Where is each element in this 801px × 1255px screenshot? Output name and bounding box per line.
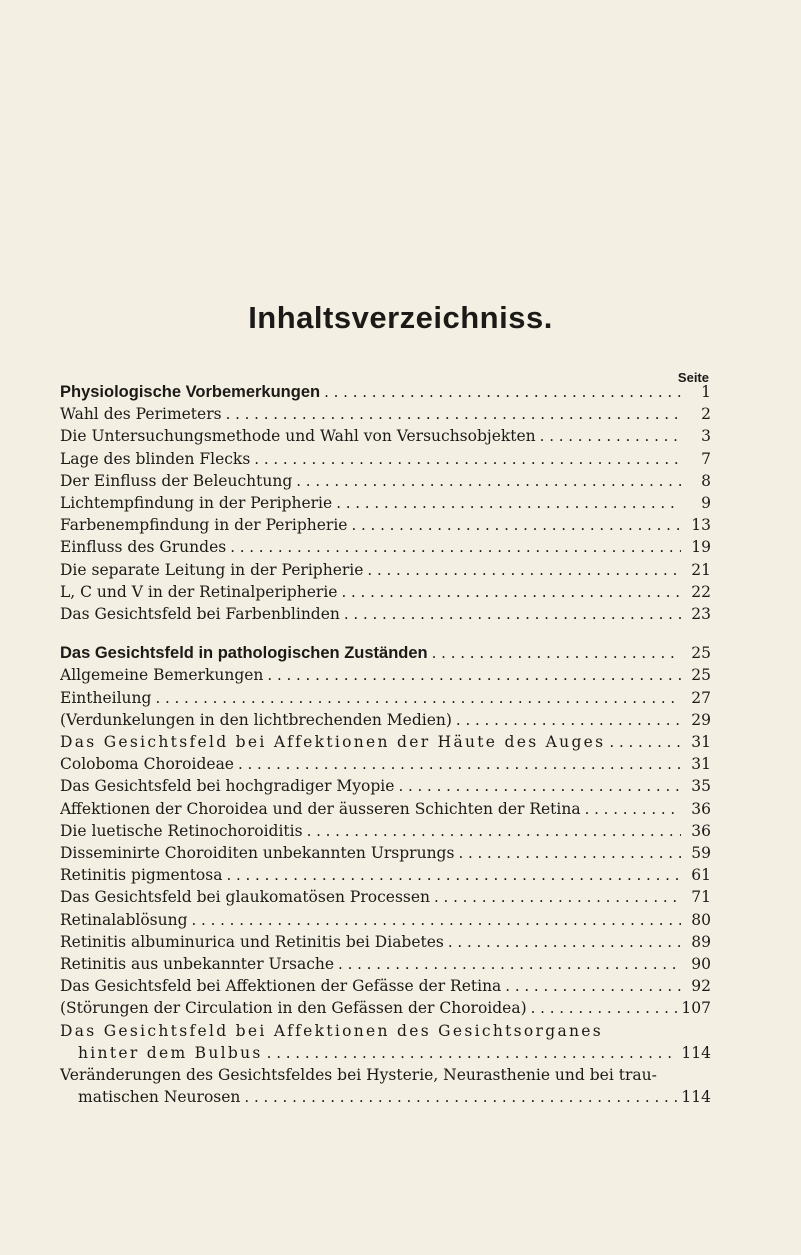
dot-leader [448, 931, 681, 953]
entry-label: Das Gesichtsfeld bei hochgradiger Myopie [60, 777, 395, 796]
entry-page: 114 [681, 1043, 711, 1062]
entry-page: 3 [701, 427, 711, 446]
entry-label: Lage des blinden Flecks [60, 449, 251, 468]
entry-page: 13 [691, 516, 711, 535]
toc-entry [60, 798, 711, 820]
entry-page: 21 [691, 560, 711, 579]
toc-entry [60, 909, 711, 931]
dot-leader [351, 514, 681, 536]
entry-page: 27 [691, 688, 711, 707]
entry-page: 36 [691, 799, 711, 818]
dot-leader [254, 448, 681, 470]
toc-entry [60, 820, 711, 842]
dot-leader [531, 997, 678, 1019]
toc-entry [60, 492, 711, 514]
entry-page: 7 [701, 449, 711, 468]
entry-label: Retinalablösung [60, 910, 188, 929]
toc-entry [60, 886, 711, 908]
entry-page: 29 [691, 710, 711, 729]
entry-label: Disseminirte Choroiditen unbekannten Ursprungs [60, 844, 455, 863]
toc-entry [60, 753, 711, 775]
entry-page: 31 [691, 755, 711, 774]
toc-entry [60, 603, 711, 625]
entry-label: Das Gesichtsfeld bei Affektionen des Gesichtsorganes [60, 1021, 604, 1040]
entry-label: Farbenempfindung in der Peripherie [60, 516, 348, 535]
toc-entry [60, 536, 711, 558]
toc-entry [60, 581, 711, 603]
toc-entry [60, 953, 711, 975]
entry-label: Das Gesichtsfeld bei Affektionen der Gefässe der Retina [60, 977, 502, 996]
toc-entry [60, 775, 711, 797]
toc-entry [60, 842, 711, 864]
toc-entry-multiline-last [60, 1042, 711, 1064]
entry-page: 89 [691, 932, 711, 951]
dot-leader [432, 642, 681, 664]
entry-page: 61 [691, 866, 711, 885]
page-column-header: Seite [677, 370, 709, 385]
entry-label: Retinitis albuminurica und Retinitis bei Diabetes [60, 932, 444, 951]
entry-page: 19 [691, 538, 711, 557]
entry-label: Das Gesichtsfeld bei glaukomatösen Processen [60, 888, 431, 907]
entry-page: 9 [701, 494, 711, 513]
entry-label: (Störungen der Circulation in den Gefässen der Choroidea) [60, 999, 527, 1018]
dot-leader [609, 731, 681, 753]
dot-leader [267, 1042, 678, 1064]
dot-leader [296, 470, 681, 492]
toc-entry [60, 709, 711, 731]
dot-leader [324, 381, 681, 403]
entry-page: 31 [691, 733, 711, 752]
dot-leader [458, 842, 681, 864]
toc-entry [60, 931, 711, 953]
toc-entry-multiline-first [60, 1064, 711, 1086]
dot-leader [307, 820, 681, 842]
entry-page: 59 [691, 844, 711, 863]
toc-entry-multiline-last [60, 1086, 711, 1108]
toc-entry [60, 664, 711, 686]
entry-page: 92 [691, 977, 711, 996]
entry-page: 25 [691, 666, 711, 685]
dot-leader [456, 709, 681, 731]
entry-label: Retinitis pigmentosa [60, 866, 223, 885]
dot-leader [585, 798, 681, 820]
toc-entry [60, 559, 711, 581]
toc-entry-multiline-first [60, 1020, 711, 1042]
dot-leader [192, 909, 681, 931]
entry-page: 22 [691, 582, 711, 601]
dot-leader [434, 886, 681, 908]
toc-entry [60, 731, 711, 753]
dot-leader [505, 975, 681, 997]
table-of-contents [60, 381, 711, 1109]
toc-entry [60, 403, 711, 425]
page-title: Inhaltsverzeichniss. [248, 300, 553, 335]
entry-page: 71 [691, 888, 711, 907]
entry-page: 114 [681, 1088, 711, 1107]
entry-label: Eintheilung [60, 688, 152, 707]
toc-entry [60, 975, 711, 997]
dot-leader [238, 753, 681, 775]
toc-entry [60, 514, 711, 536]
entry-label: L, C und V in der Retinalperipherie [60, 582, 338, 601]
entry-page: 90 [691, 955, 711, 974]
dot-leader [267, 664, 681, 686]
entry-page: 80 [691, 910, 711, 929]
entry-page: 36 [691, 821, 711, 840]
entry-label: Veränderungen des Gesichtsfeldes bei Hysterie, Neurasthenie und bei trau- [60, 1066, 657, 1085]
entry-page: 107 [681, 999, 711, 1018]
entry-label: Coloboma Choroideae [60, 755, 234, 774]
dot-leader [344, 603, 681, 625]
entry-label: Affektionen der Choroidea und der äusseren Schichten der Retina [60, 799, 581, 818]
entry-label: Retinitis aus unbekannter Ursache [60, 955, 335, 974]
dot-leader [244, 1086, 677, 1108]
toc-entry [60, 448, 711, 470]
entry-label: (Verdunkelungen in den lichtbrechenden Medien) [60, 710, 452, 729]
entry-label-continued: hinter dem Bulbus [78, 1043, 263, 1062]
toc-entry [60, 642, 711, 664]
dot-leader [341, 581, 681, 603]
toc-entry [60, 425, 711, 447]
entry-label: Lichtempfindung in der Peripherie [60, 494, 333, 513]
dot-leader [540, 425, 681, 447]
entry-label: Die separate Leitung in der Peripherie [60, 560, 364, 579]
entry-label: Die Untersuchungsmethode und Wahl von Versuchsobjekten [60, 427, 536, 446]
entry-label: Das Gesichtsfeld bei Farbenblinden [60, 605, 340, 624]
dot-leader [367, 559, 681, 581]
dot-leader [338, 953, 681, 975]
entry-label: Einfluss des Grundes [60, 538, 227, 557]
entry-label-continued: matischen Neurosen [78, 1088, 241, 1107]
entry-label: Das Gesichtsfeld bei Affektionen der Häute des Auges [60, 733, 606, 752]
entry-page: 8 [701, 471, 711, 490]
toc-entry [60, 997, 711, 1019]
toc-entry [60, 470, 711, 492]
dot-leader [336, 492, 681, 514]
entry-page: 2 [701, 405, 711, 424]
dot-leader [226, 864, 681, 886]
dot-leader [230, 536, 681, 558]
dot-leader [155, 687, 681, 709]
entry-label: Die luetische Retinochoroiditis [60, 821, 303, 840]
entry-page: 35 [691, 777, 711, 796]
toc-entry [60, 687, 711, 709]
entry-page: 25 [691, 644, 711, 663]
entry-label: Allgemeine Bemerkungen [60, 666, 264, 685]
toc-entry [60, 381, 711, 403]
dot-leader [226, 403, 681, 425]
entry-page: 1 [701, 383, 711, 401]
entry-label: Das Gesichtsfeld in pathologischen Zuständen [60, 644, 428, 663]
dot-leader [398, 775, 681, 797]
entry-label: Physiologische Vorbemerkungen [60, 383, 321, 401]
entry-label: Wahl des Perimeters [60, 405, 222, 424]
toc-entry [60, 864, 711, 886]
entry-label: Der Einfluss der Beleuchtung [60, 471, 293, 490]
entry-page: 23 [691, 605, 711, 624]
